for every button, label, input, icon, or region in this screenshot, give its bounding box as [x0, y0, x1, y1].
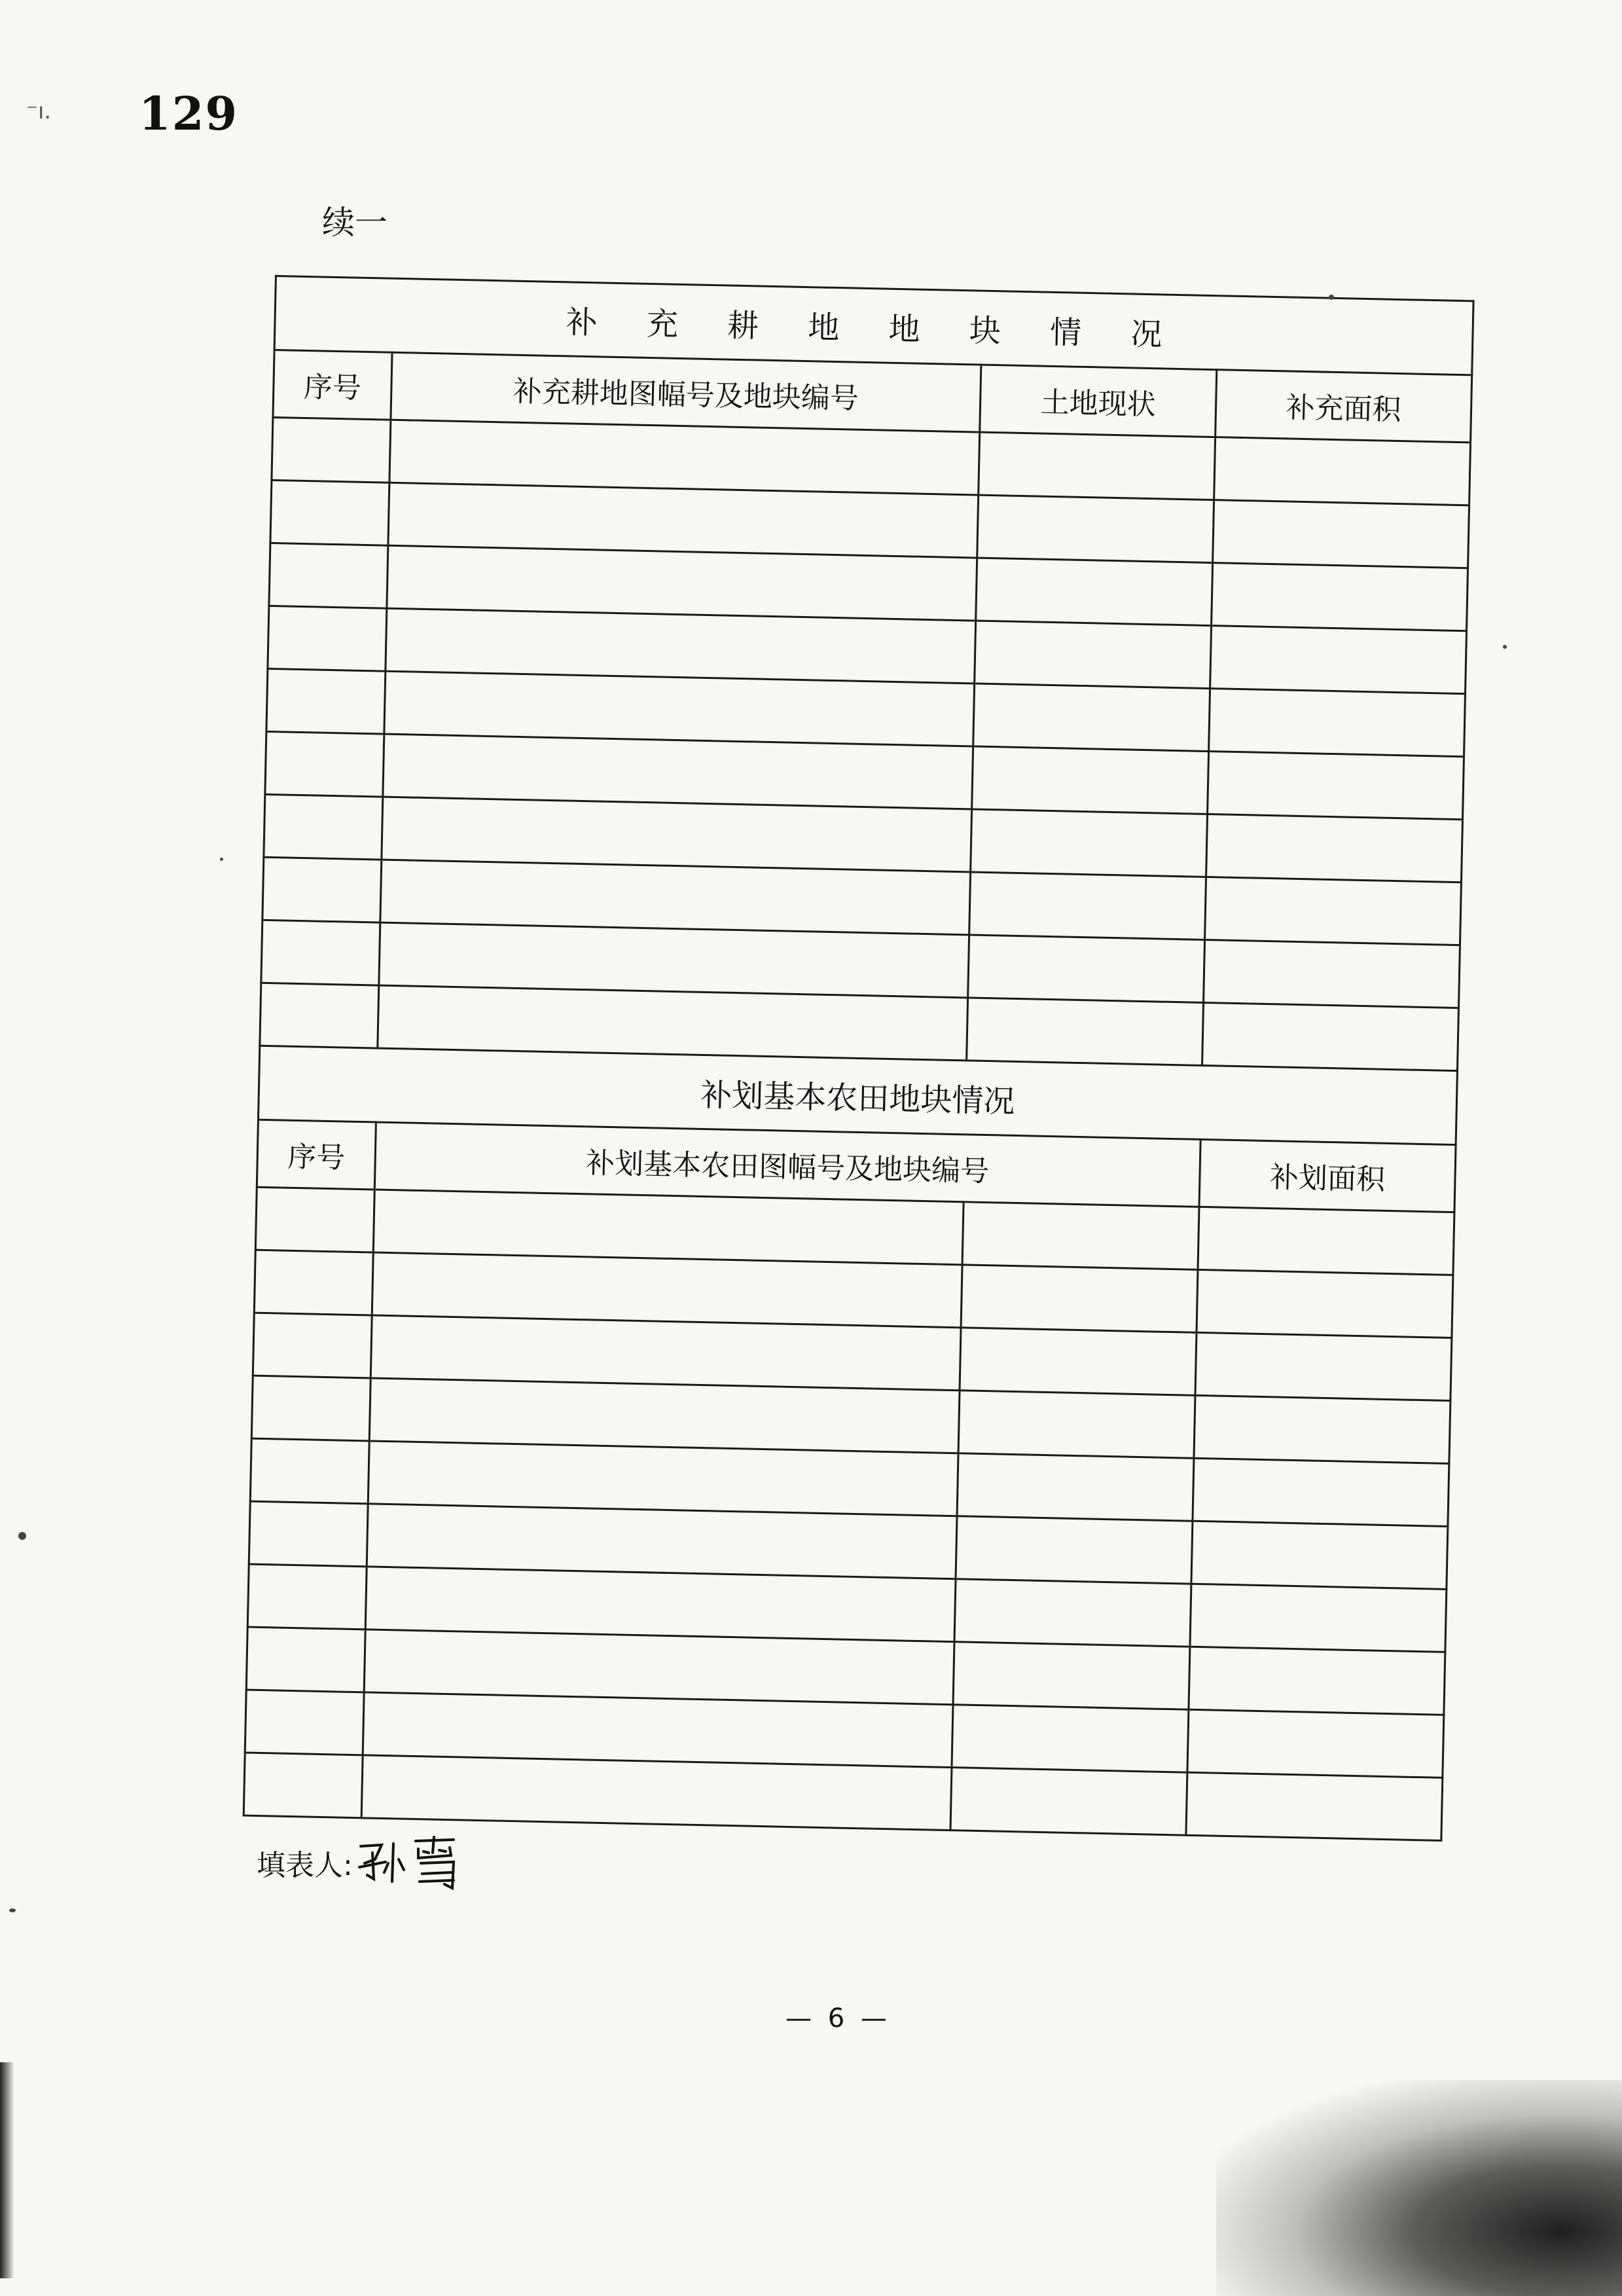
col-header-seq: 序号	[273, 350, 392, 420]
table-cell[interactable]	[379, 922, 969, 998]
continuation-label: 续一	[322, 204, 387, 242]
table-cell[interactable]	[1202, 1002, 1459, 1070]
table-cell[interactable]	[387, 545, 977, 621]
table-cell[interactable]	[1193, 1458, 1449, 1526]
table-cell[interactable]	[247, 1564, 367, 1630]
table-cell[interactable]	[270, 480, 389, 545]
table-cell[interactable]	[1191, 1521, 1448, 1589]
table-cell[interactable]	[251, 1376, 370, 1441]
table-cell[interactable]	[266, 668, 386, 734]
table-cell[interactable]	[389, 420, 980, 495]
filler-label: 填表人:	[257, 1849, 353, 1882]
archive-number: 129	[139, 86, 239, 141]
table-cell[interactable]	[265, 731, 384, 797]
table-cell[interactable]	[1214, 437, 1471, 505]
table-cell[interactable]	[961, 1265, 1198, 1333]
scan-edge-shadow	[0, 2062, 14, 2278]
table-cell[interactable]	[962, 1202, 1199, 1270]
form-sheet	[243, 275, 1473, 1842]
table-cell[interactable]	[971, 809, 1208, 877]
col-header-farmland-area: 补划面积	[1199, 1139, 1456, 1212]
margin-mark: ⁻ı.	[26, 98, 52, 124]
table-cell[interactable]	[1186, 1772, 1443, 1840]
table-cell[interactable]	[382, 797, 972, 872]
table-cell[interactable]	[975, 621, 1212, 689]
table-cell[interactable]	[245, 1690, 364, 1755]
table-cell[interactable]	[388, 483, 979, 558]
table-cell[interactable]	[373, 1190, 964, 1265]
table-cell[interactable]	[1189, 1647, 1445, 1715]
table-cell[interactable]	[380, 860, 971, 935]
form-filler	[257, 1833, 480, 1892]
table-cell[interactable]	[1212, 563, 1468, 631]
table-cell[interactable]	[386, 608, 976, 683]
table-cell[interactable]	[950, 1768, 1187, 1836]
table-cell[interactable]	[361, 1755, 952, 1831]
col-header-farmland-parcel-id: 补划基本农田图幅号及地块编号	[374, 1122, 1200, 1207]
handwritten-signature	[355, 1833, 480, 1892]
section-2-title: 补划基本农田地块情况	[258, 1046, 1457, 1144]
table-cell[interactable]	[972, 746, 1209, 814]
table-cell[interactable]	[363, 1692, 953, 1768]
col-header-land-status: 土地现状	[980, 365, 1217, 437]
scan-shadow	[1216, 2080, 1622, 2296]
table-cell[interactable]	[1213, 500, 1469, 568]
table-cell[interactable]	[268, 606, 387, 671]
col-header-added-area: 补充面积	[1216, 370, 1472, 443]
table-cell[interactable]	[1187, 1709, 1444, 1777]
table-cell[interactable]	[368, 1441, 958, 1516]
form-table	[243, 275, 1475, 1842]
table-cell[interactable]	[370, 1315, 961, 1391]
table-cell[interactable]	[1208, 752, 1464, 820]
table-cell[interactable]	[1197, 1269, 1453, 1338]
table-cell[interactable]	[954, 1579, 1191, 1647]
table-cell[interactable]	[250, 1438, 369, 1504]
scan-speckle	[1329, 295, 1334, 300]
table-cell[interactable]	[264, 794, 383, 860]
table-cell[interactable]	[384, 671, 975, 746]
table-cell[interactable]	[1190, 1584, 1447, 1652]
table-cell[interactable]	[953, 1642, 1190, 1710]
table-cell[interactable]	[243, 1753, 363, 1818]
scan-speckle	[220, 858, 223, 861]
col-header-seq-2: 序号	[257, 1120, 376, 1190]
table-cell[interactable]	[272, 417, 391, 483]
scan-speckle	[9, 1908, 16, 1912]
table-cell[interactable]	[973, 683, 1210, 752]
table-cell[interactable]	[952, 1705, 1189, 1773]
table-cell[interactable]	[968, 935, 1205, 1003]
table-cell[interactable]	[1194, 1395, 1451, 1463]
table-cell[interactable]	[383, 734, 973, 809]
table-cell[interactable]	[958, 1391, 1195, 1459]
table-cell[interactable]	[1210, 626, 1467, 694]
table-cell[interactable]	[1198, 1207, 1454, 1275]
table-cell[interactable]	[261, 920, 380, 985]
table-cell[interactable]	[1206, 814, 1463, 883]
table-cell[interactable]	[364, 1630, 954, 1705]
table-cell[interactable]	[246, 1627, 365, 1692]
table-cell[interactable]	[1204, 939, 1460, 1008]
table-cell[interactable]	[367, 1504, 957, 1579]
table-cell[interactable]	[372, 1252, 962, 1328]
table-cell[interactable]	[260, 983, 379, 1048]
table-cell[interactable]	[262, 857, 382, 922]
scan-speckle	[1503, 645, 1507, 649]
table-cell[interactable]	[960, 1328, 1197, 1396]
table-cell[interactable]	[977, 495, 1214, 563]
table-cell[interactable]	[365, 1567, 956, 1642]
table-cell[interactable]	[979, 432, 1216, 500]
col-header-parcel-id: 补充耕地图幅号及地块编号	[391, 352, 981, 432]
table-cell[interactable]	[249, 1501, 368, 1567]
scan-speckle	[18, 1532, 26, 1540]
table-cell[interactable]	[1209, 689, 1466, 757]
table-cell[interactable]	[969, 872, 1206, 940]
table-cell[interactable]	[255, 1187, 374, 1252]
table-cell[interactable]	[967, 998, 1204, 1066]
table-cell[interactable]	[1205, 877, 1462, 945]
table-cell[interactable]	[976, 558, 1213, 626]
table-cell[interactable]	[956, 1516, 1193, 1584]
table-cell[interactable]	[957, 1453, 1194, 1522]
page-number: — 6 —	[785, 2003, 891, 2033]
table-cell[interactable]	[269, 543, 388, 608]
table-cell[interactable]	[378, 985, 968, 1061]
table-cell[interactable]	[369, 1378, 960, 1453]
table-cell[interactable]	[253, 1313, 372, 1378]
table-cell[interactable]	[254, 1250, 373, 1315]
section-1-title: 补 充 耕 地 地 块 情 况	[274, 276, 1473, 375]
table-cell[interactable]	[1195, 1332, 1452, 1400]
